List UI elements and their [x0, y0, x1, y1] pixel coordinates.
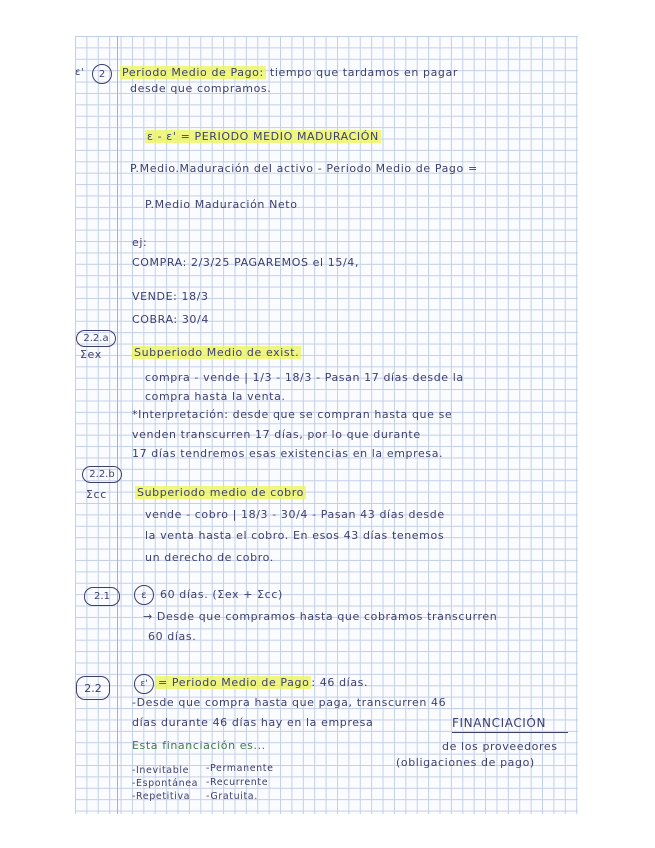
exist-line-3: *Interpretación: desde que se compran hasta que se	[132, 408, 453, 421]
attributes-right	[206, 762, 274, 804]
exist-line-5: 17 días tendremos esas existencias en la empresa.	[132, 447, 444, 460]
vende-line: VENDE: 18/3	[132, 290, 209, 303]
esta-financiacion-line: Esta financiación es...	[132, 739, 266, 752]
cobro-line-1: vende - cobro | 18/3 - 30/4 - Pasan 43 días desde	[145, 508, 445, 521]
formula-line: ε - ε' = PERIODO MEDIO MADURACIÓN	[147, 130, 379, 143]
attr-permanente: -Permanente	[206, 763, 274, 774]
section-badge-2-1: 2.1	[84, 587, 120, 606]
pm-neto-line: P.Medio Maduración Neto	[145, 198, 298, 211]
section-badge-2-2: 2.2	[76, 676, 110, 700]
financiacion-underline	[452, 732, 568, 733]
epsilon-badge: ε	[134, 585, 154, 605]
exist-line-2: compra hasta la venta.	[145, 390, 286, 403]
margin-line	[117, 36, 118, 814]
exist-line-1: compra - vende | 1/3 - 18/3 - Pasan 17 días desde la	[145, 371, 464, 384]
sum-line: 60 días. (Σex + Σcc)	[160, 588, 283, 601]
sum-explanation-2: 60 días.	[148, 630, 197, 643]
attributes-left	[132, 764, 198, 803]
example-label: ej:	[132, 236, 148, 249]
pm-maduracion-line: P.Medio.Maduración del activo - Periodo Medio de Pago =	[130, 162, 478, 175]
attr-repetitiva: -Repetitiva	[132, 791, 191, 802]
section-badge-2: 2	[92, 64, 112, 84]
compra-line: COMPRA: 2/3/25 PAGAREMOS el 15/4,	[132, 256, 359, 269]
attr-espontanea: -Espontánea	[132, 778, 199, 789]
attr-recurrente: -Recurrente	[206, 777, 269, 788]
exist-line-4: venden transcurren 17 días, por lo que durante	[132, 428, 421, 441]
margin-mark: ε'	[75, 67, 85, 78]
sub-exist-title: Subperiodo Medio de exist.	[134, 346, 300, 359]
cobro-line-2: la venta hasta el cobro. En esos 43 días tenemos	[145, 529, 445, 542]
pago-line-1: -Desde que compra hasta que paga, transcurren 46	[132, 696, 447, 709]
cobra-line: COBRA: 30/4	[132, 313, 209, 326]
attr-gratuita: -Gratuita.	[206, 791, 258, 802]
sum-explanation-1: → Desde que compramos hasta que cobramos transcurren	[143, 610, 498, 623]
pago-line-2: días durante 46 días hay en la empresa	[132, 716, 374, 729]
obligaciones-line: (obligaciones de pago)	[396, 756, 535, 769]
periodo-medio-pago-title: Periodo Medio de Pago: tiempo que tardamos en pagar	[122, 66, 458, 79]
attr-inevitable: -Inevitable	[132, 765, 190, 776]
section-badge-2-2-b: 2.2.b	[82, 466, 122, 483]
symbol-ecc: Σcc	[86, 488, 107, 501]
epsilon-prime-badge: ε'	[134, 674, 154, 694]
sub-cobro-title: Subperiodo medio de cobro	[137, 486, 304, 499]
proveedores-line: de los proveedores	[442, 740, 558, 753]
financiacion-word: FINANCIACIÓN	[452, 716, 547, 730]
section-badge-2-2-a: 2.2.a	[76, 330, 116, 347]
periodo-medio-pago-heading: = Periodo Medio de Pago : 46 días.	[158, 676, 369, 689]
cobro-line-3: un derecho de cobro.	[145, 551, 274, 564]
definition-line: desde que compramos.	[130, 82, 272, 95]
symbol-eex: Σex	[80, 348, 102, 361]
